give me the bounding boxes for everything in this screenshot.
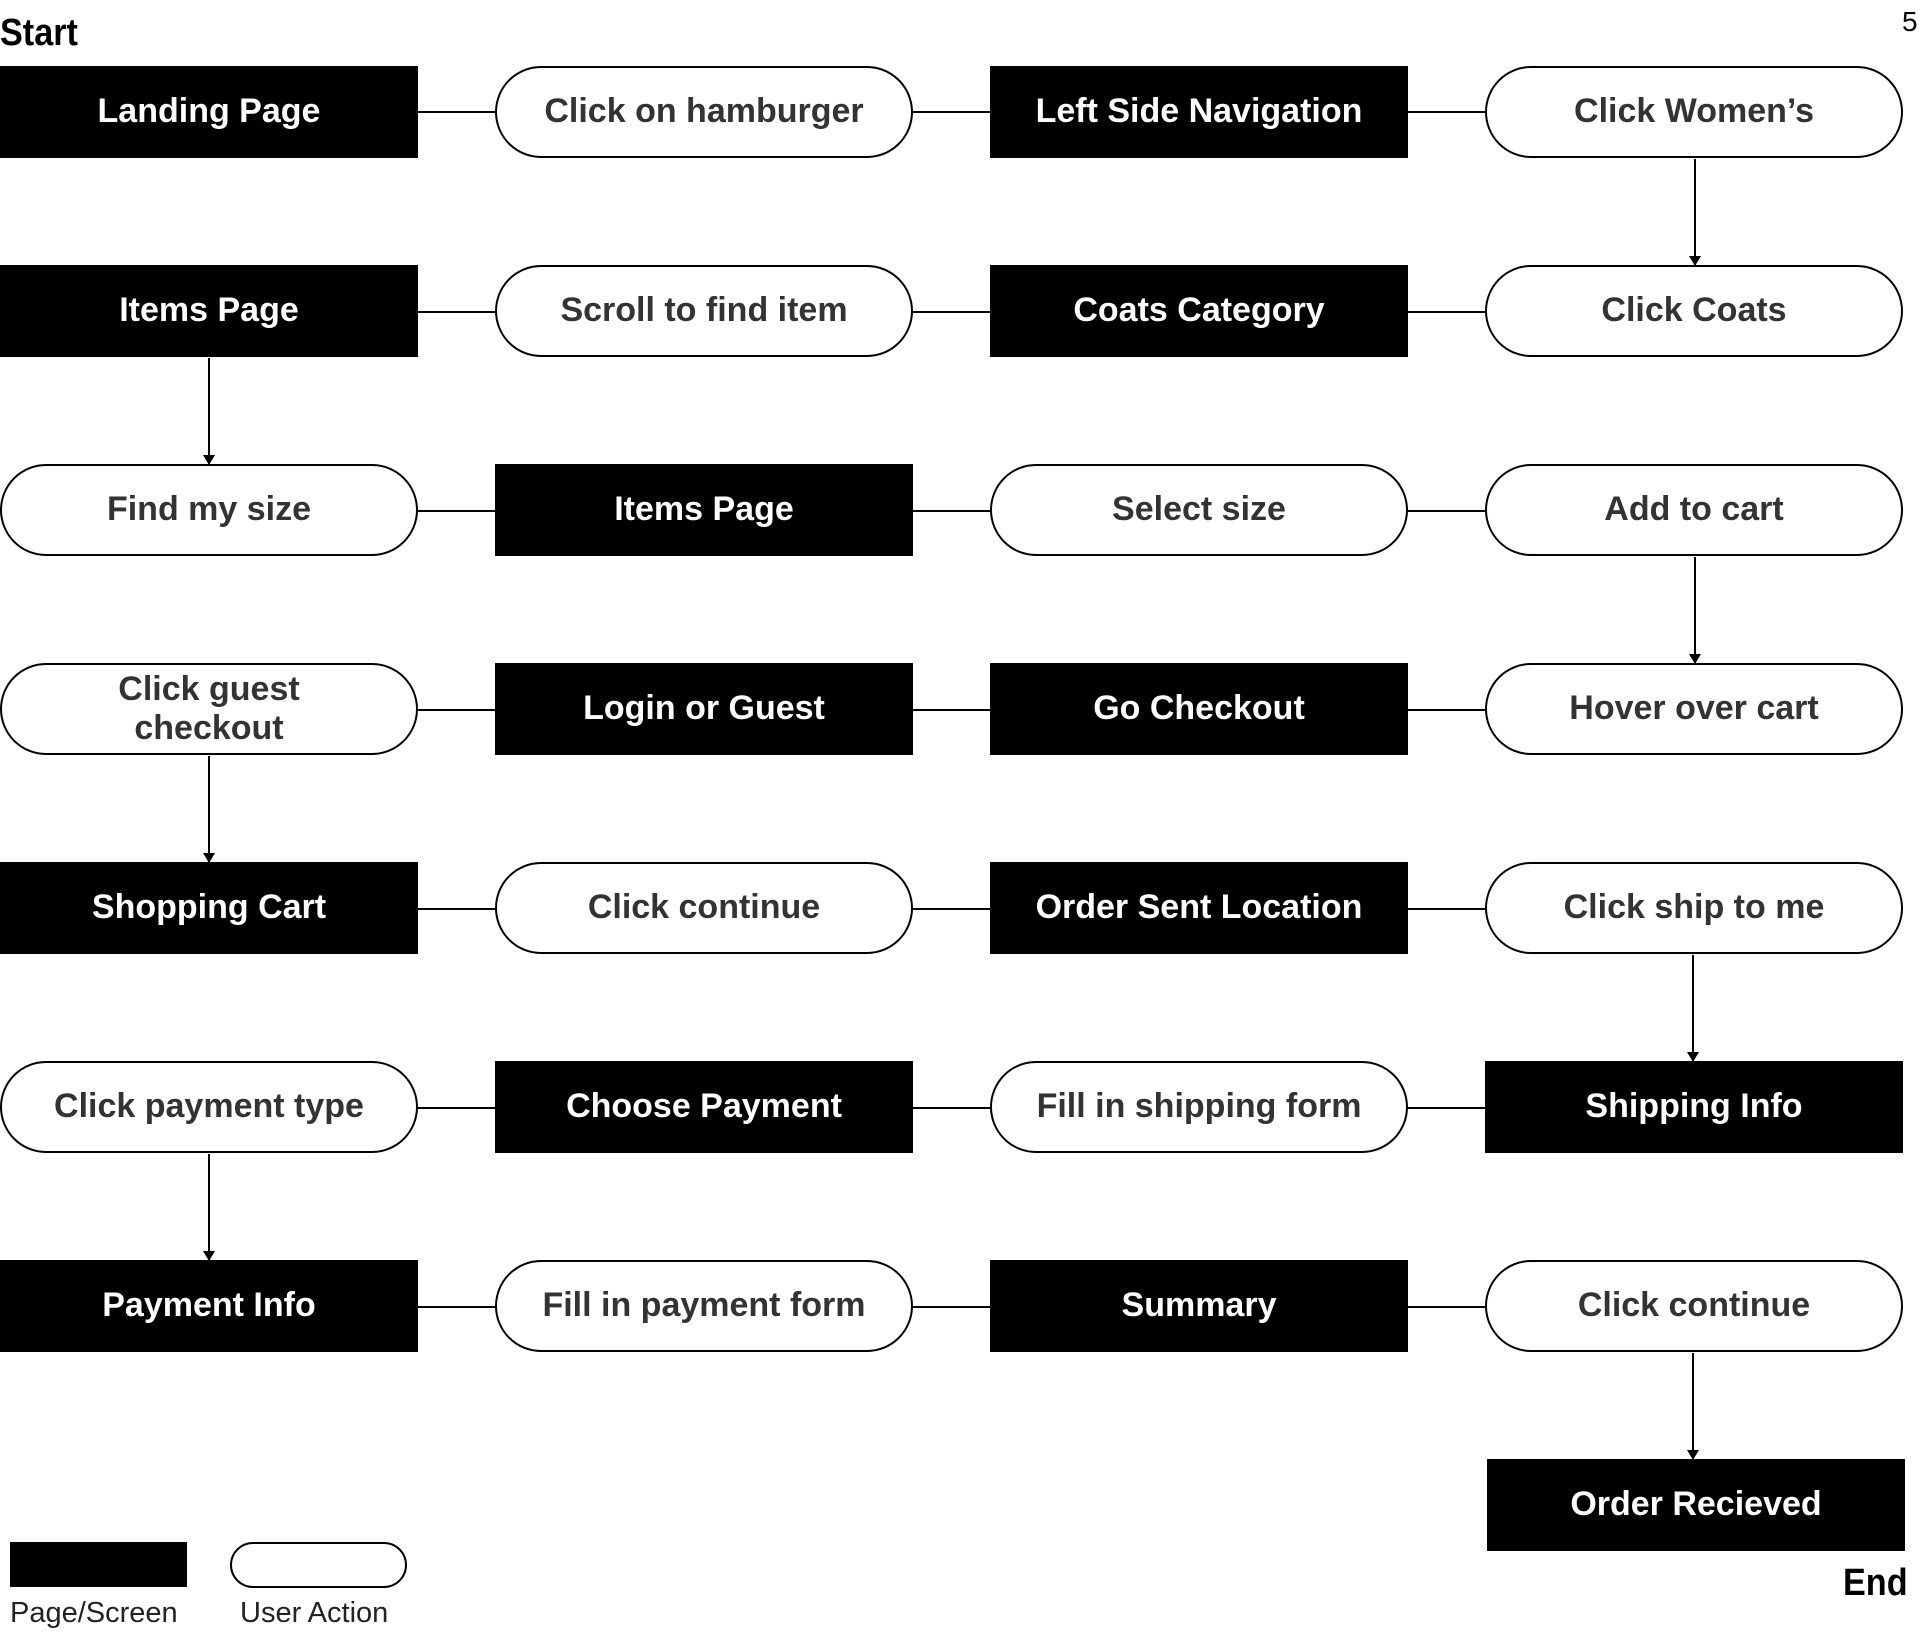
connector-line [1408,311,1486,313]
connector-line [1408,510,1486,512]
node-go-checkout: Go Checkout [990,663,1408,755]
node-click-guest-checkout: Click guest checkout [0,663,418,755]
node-click-ship-to-me: Click ship to me [1485,862,1903,954]
connector-line [913,111,991,113]
connector-line [418,709,496,711]
node-click-payment-type: Click payment type [0,1061,418,1153]
node-fill-in-shipping-form: Fill in shipping form [990,1061,1408,1153]
legend-page-swatch [10,1542,187,1587]
down-arrow [208,1154,210,1260]
connector-line [418,1107,496,1109]
node-items-page: Items Page [495,464,913,556]
node-items-page: Items Page [0,265,418,357]
legend-action-swatch [230,1542,407,1588]
node-order-sent-location: Order Sent Location [990,862,1408,954]
down-arrow [208,358,210,464]
node-find-my-size: Find my size [0,464,418,556]
node-order-recieved: Order Recieved [1487,1459,1905,1551]
legend-action-label: User Action [240,1597,389,1629]
node-click-continue: Click continue [1485,1260,1903,1352]
node-hover-over-cart: Hover over cart [1485,663,1903,755]
connector-line [418,111,496,113]
node-summary: Summary [990,1260,1408,1352]
node-shipping-info: Shipping Info [1485,1061,1903,1153]
connector-line [418,908,496,910]
node-landing-page: Landing Page [0,66,418,158]
down-arrow [1694,159,1696,265]
down-arrow [1692,955,1694,1061]
node-coats-category: Coats Category [990,265,1408,357]
node-shopping-cart: Shopping Cart [0,862,418,954]
node-payment-info: Payment Info [0,1260,418,1352]
connector-line [418,510,496,512]
node-left-side-navigation: Left Side Navigation [990,66,1408,158]
start-label: Start [0,12,78,54]
legend-page-label: Page/Screen [10,1597,178,1629]
down-arrow [208,756,210,862]
connector-line [1408,709,1486,711]
node-click-on-hamburger: Click on hamburger [495,66,913,158]
connector-line [913,709,991,711]
end-label: End [1843,1562,1908,1604]
connector-line [913,1306,991,1308]
connector-line [1408,1107,1486,1109]
node-add-to-cart: Add to cart [1485,464,1903,556]
connector-line [913,311,991,313]
connector-line [913,908,991,910]
node-click-coats: Click Coats [1485,265,1903,357]
connector-line [1408,111,1486,113]
node-choose-payment: Choose Payment [495,1061,913,1153]
node-select-size: Select size [990,464,1408,556]
node-login-or-guest: Login or Guest [495,663,913,755]
node-scroll-to-find-item: Scroll to find item [495,265,913,357]
connector-line [418,1306,496,1308]
node-click-continue: Click continue [495,862,913,954]
connector-line [418,311,496,313]
down-arrow [1692,1353,1694,1459]
down-arrow [1694,557,1696,663]
connector-line [913,510,991,512]
node-fill-in-payment-form: Fill in payment form [495,1260,913,1352]
node-click-womens: Click Women’s [1485,66,1903,158]
connector-line [1408,908,1486,910]
connector-line [913,1107,991,1109]
page-number: 5 [1902,6,1918,37]
connector-line [1408,1306,1486,1308]
